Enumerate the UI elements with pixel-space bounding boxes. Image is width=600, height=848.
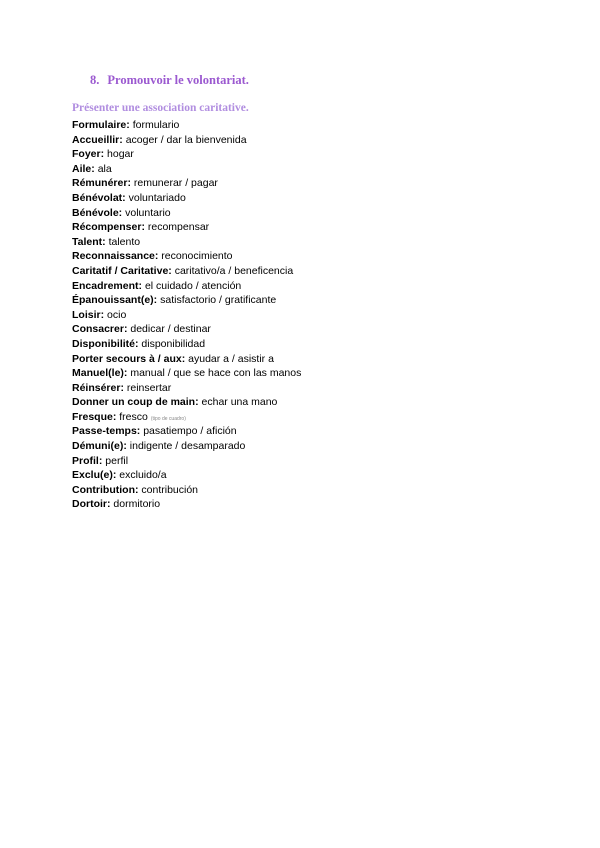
vocab-entry bbox=[72, 366, 572, 381]
vocab-translation: fresco bbox=[119, 410, 148, 423]
vocab-term: Foyer: bbox=[72, 148, 105, 161]
vocab-entry bbox=[72, 454, 572, 469]
vocab-translation: voluntariado bbox=[128, 191, 186, 204]
vocab-term: Épanouissant(e): bbox=[72, 294, 158, 307]
vocab-term: Accueillir: bbox=[72, 133, 123, 146]
vocab-term: Récompenser: bbox=[72, 221, 145, 234]
vocab-entry bbox=[72, 279, 572, 294]
vocab-term: Contribution: bbox=[72, 483, 139, 496]
vocab-translation: acoger / dar la bienvenida bbox=[125, 133, 247, 146]
vocab-term: Encadrement: bbox=[72, 279, 143, 292]
vocab-entry bbox=[72, 483, 572, 498]
vocab-entry bbox=[72, 308, 572, 323]
vocab-translation: reinsertar bbox=[126, 381, 172, 394]
vocab-entry bbox=[72, 293, 572, 308]
vocab-term: Aile: bbox=[72, 162, 95, 175]
vocab-entry bbox=[72, 249, 572, 264]
vocab-translation: satisfactorio / gratificante bbox=[160, 294, 277, 307]
vocab-term: Rémunérer: bbox=[72, 177, 131, 190]
vocab-entry bbox=[72, 337, 572, 352]
vocab-term: Caritatif / Caritative: bbox=[72, 264, 172, 277]
vocab-translation: formulario bbox=[132, 119, 180, 131]
vocab-term: Manuel(le): bbox=[72, 367, 128, 380]
vocab-entry bbox=[72, 410, 572, 425]
vocab-note: (tipo de cuadro) bbox=[150, 415, 186, 422]
section-subheading: Présenter une association caritative. bbox=[72, 102, 249, 114]
vocab-translation: disponibilidad bbox=[141, 337, 206, 350]
vocab-term: Formulaire: bbox=[72, 119, 130, 131]
vocab-term: Disponibilité: bbox=[72, 337, 139, 350]
vocab-translation: dormitorio bbox=[113, 498, 161, 511]
vocab-translation: voluntario bbox=[125, 206, 171, 219]
vocab-entry bbox=[72, 468, 572, 483]
vocab-entry bbox=[72, 439, 572, 454]
vocab-entry bbox=[72, 381, 572, 396]
vocab-term: Profil: bbox=[72, 454, 103, 467]
vocab-term: Exclu(e): bbox=[72, 469, 117, 482]
vocab-term: Dortoir: bbox=[72, 498, 111, 511]
vocab-translation: ayudar a / asistir a bbox=[188, 352, 274, 365]
vocab-term: Réinsérer: bbox=[72, 381, 124, 394]
vocab-entry bbox=[72, 220, 572, 235]
vocab-translation: caritativo/a / beneficencia bbox=[174, 264, 294, 277]
vocab-entry bbox=[72, 264, 572, 279]
vocab-translation: reconocimiento bbox=[161, 250, 233, 263]
vocab-term: Fresque: bbox=[72, 410, 117, 423]
vocab-term: Loisir: bbox=[72, 308, 105, 321]
section-title: Promouvoir le volontariat. bbox=[107, 73, 249, 87]
vocab-translation: indigente / desamparado bbox=[129, 440, 246, 453]
vocab-entry bbox=[72, 322, 572, 337]
vocab-term: Bénévolat: bbox=[72, 191, 126, 204]
vocab-entry bbox=[72, 424, 572, 439]
vocab-term: Passe-temps: bbox=[72, 425, 141, 438]
vocab-entry bbox=[72, 497, 572, 512]
vocab-term: Porter secours à / aux: bbox=[72, 352, 186, 365]
vocab-translation: recompensar bbox=[147, 221, 210, 234]
section-heading bbox=[90, 73, 249, 88]
vocab-translation: ocio bbox=[107, 308, 127, 321]
vocab-translation: remunerar / pagar bbox=[133, 177, 218, 190]
vocab-translation: hogar bbox=[107, 148, 134, 161]
vocab-translation: manual / que se hace con las manos bbox=[130, 367, 302, 380]
vocabulary-list bbox=[72, 118, 572, 512]
vocab-entry bbox=[72, 176, 572, 191]
vocab-entry bbox=[72, 118, 572, 133]
vocab-entry bbox=[72, 147, 572, 162]
vocab-entry bbox=[72, 235, 572, 250]
vocab-translation: contribución bbox=[141, 483, 199, 496]
vocab-term: Démuni(e): bbox=[72, 440, 127, 453]
vocab-term: Bénévole: bbox=[72, 206, 123, 219]
vocab-translation: excluido/a bbox=[119, 469, 167, 482]
vocab-term: Talent: bbox=[72, 235, 106, 248]
vocab-translation: el cuidado / atención bbox=[144, 279, 242, 292]
vocab-translation: talento bbox=[108, 235, 141, 248]
vocab-entry bbox=[72, 352, 572, 367]
vocab-entry bbox=[72, 206, 572, 221]
vocab-term: Donner un coup de main: bbox=[72, 396, 199, 409]
vocab-translation: echar una mano bbox=[201, 396, 278, 409]
vocab-translation: pasatiempo / afición bbox=[143, 425, 237, 438]
vocab-translation: dedicar / destinar bbox=[130, 323, 211, 336]
vocab-term: Reconnaissance: bbox=[72, 250, 159, 263]
section-number: 8. bbox=[90, 73, 100, 87]
vocab-term: Consacrer: bbox=[72, 323, 128, 336]
vocab-translation: ala bbox=[97, 162, 112, 175]
vocab-entry bbox=[72, 395, 572, 410]
vocab-translation: perfil bbox=[105, 454, 129, 467]
vocab-entry bbox=[72, 133, 572, 148]
vocab-entry bbox=[72, 162, 572, 177]
vocab-entry bbox=[72, 191, 572, 206]
